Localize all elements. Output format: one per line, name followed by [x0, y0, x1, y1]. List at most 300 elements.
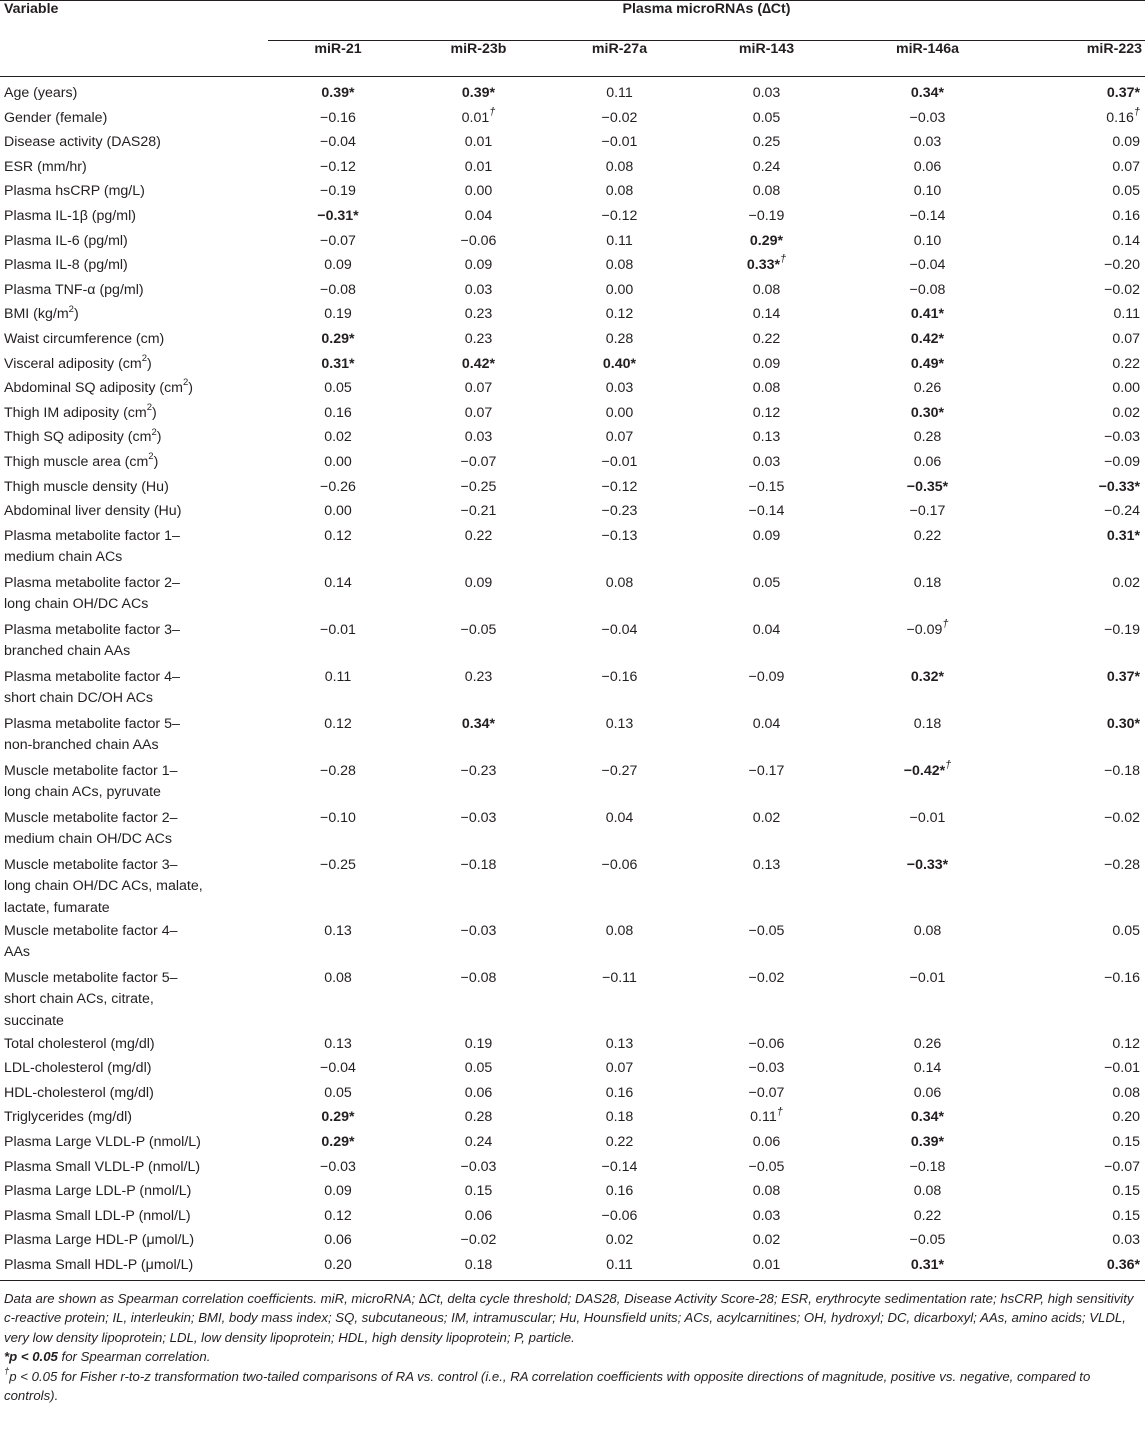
cell-value: 0.09 [1112, 134, 1140, 151]
cell-value: 0.09 [752, 355, 781, 372]
cell-value: 0.22 [752, 330, 781, 347]
row-label [0, 1058, 268, 1083]
cell-value: −0.09 [748, 668, 785, 685]
cell-value: −0.19 [748, 207, 785, 224]
cell-value: −0.07 [748, 1084, 785, 1101]
table-cell [843, 501, 1012, 526]
table-cell [843, 573, 1012, 620]
cell-value: −0.07 [460, 453, 497, 470]
table-cell [549, 403, 690, 428]
table-cell [690, 808, 843, 855]
table-cell [1012, 1230, 1145, 1255]
cell-value: 0.05 [324, 380, 352, 397]
table-cell [690, 1157, 843, 1182]
footnote-significance-text: for Spearman correlation. [57, 1349, 211, 1365]
cell-value: 0.01 [464, 158, 493, 175]
table-cell [549, 1157, 690, 1182]
cell-value: 0.08 [913, 1183, 942, 1200]
row-label [0, 1034, 268, 1059]
table-cell [549, 280, 690, 305]
table-cell [690, 403, 843, 428]
table-cell [549, 921, 690, 968]
table-cell [1012, 181, 1145, 206]
table-row [0, 304, 1145, 329]
cell-value: 0.12 [1112, 1035, 1140, 1052]
row-label-line: Plasma IL-1β (pg/ml) [4, 207, 136, 224]
table-cell [843, 329, 1012, 354]
cell-value: 0.06 [324, 1232, 352, 1249]
cell-value: −0.03 [1104, 429, 1140, 446]
table-cell [843, 1230, 1012, 1255]
cell-value: 0.07 [605, 429, 634, 446]
row-label-line: lactate, fumarate [4, 899, 110, 916]
cell-value: 0.18 [605, 1109, 634, 1126]
row-label [0, 714, 268, 761]
table-cell [1012, 1181, 1145, 1206]
table-cell [549, 501, 690, 526]
table-cell [1012, 808, 1145, 855]
significant-value: 0.37* [1106, 85, 1140, 101]
table-cell [268, 1157, 408, 1182]
cell-value: 0.28 [464, 1109, 493, 1126]
table-cell [408, 132, 549, 157]
table-cell [690, 620, 843, 667]
table-row [0, 378, 1145, 403]
table-cell [268, 526, 408, 573]
cell-value: 0.06 [913, 453, 942, 470]
row-label-line: Plasma metabolite factor 5– [4, 715, 180, 732]
significant-value: −0.33* [1098, 478, 1140, 495]
table-cell [268, 855, 408, 921]
row-label [0, 77, 268, 108]
table-cell [690, 329, 843, 354]
cell-value: −0.11 [602, 969, 637, 986]
cell-value: −0.03 [460, 922, 497, 939]
table-cell [549, 1083, 690, 1108]
row-label-line: branched chain AAs [4, 643, 131, 660]
cell-value: −0.05 [460, 621, 497, 638]
table-cell [843, 1034, 1012, 1059]
table-cell [1012, 427, 1145, 452]
table-cell [408, 1083, 549, 1108]
cell-value: −0.05 [909, 1232, 946, 1249]
cell-value: 0.05 [324, 1084, 352, 1101]
cell-value: −0.12 [320, 158, 356, 175]
table-cell [549, 354, 690, 379]
table-cell [549, 181, 690, 206]
table-cell [690, 77, 843, 108]
row-label-text: Thigh SQ adiposity (cm [4, 429, 152, 446]
cell-value: −0.25 [460, 478, 497, 495]
table-cell [1012, 255, 1145, 280]
row-label-line: HDL-cholesterol (mg/dl) [4, 1084, 154, 1101]
cell-value: −0.01 [1104, 1060, 1140, 1077]
cell-value: 0.01 [461, 109, 490, 126]
table-cell [690, 206, 843, 231]
column-header-mir-143: miR-143 [738, 41, 795, 57]
cell-value: 0.08 [752, 1183, 781, 1200]
table-cell [549, 132, 690, 157]
table-cell [690, 573, 843, 620]
row-label [0, 255, 268, 280]
table-cell [408, 105, 549, 133]
table-cell [1012, 1107, 1145, 1132]
table-cell [408, 1034, 549, 1059]
significant-value: 0.39* [910, 1134, 945, 1151]
column-headers [0, 41, 1145, 77]
table-cell [549, 108, 690, 133]
cell-value: 0.02 [752, 809, 781, 826]
significant-value: 0.30* [910, 404, 945, 421]
row-label-text: Visceral adiposity (cm [4, 355, 142, 372]
cell-value: 0.15 [1112, 1134, 1140, 1151]
table-row [0, 1206, 1145, 1231]
footnote-dagger-text: p < 0.05 for Fisher r-to-z transformation two-tailed comparisons of RA vs. control (i.e., RA correlation coefficients with opposite directions of magnitude, positive vs. negative, compared to controls). [4, 1368, 1091, 1404]
cell-value: −0.27 [601, 762, 638, 779]
cell-value: 0.28 [913, 429, 942, 446]
row-label-line: Plasma metabolite factor 1– [4, 527, 180, 544]
table-cell [549, 1107, 690, 1132]
cell-value: 0.02 [1112, 404, 1140, 421]
table-row [0, 1058, 1145, 1083]
significant-value: −0.35* [906, 478, 949, 495]
table-cell [549, 1132, 690, 1157]
column-header-mir-23b: miR-23b [450, 41, 507, 57]
row-label [0, 1206, 268, 1231]
table-cell [690, 354, 843, 379]
table-cell [408, 354, 549, 379]
row-label [0, 1230, 268, 1255]
cell-value: −0.06 [601, 1207, 638, 1224]
table-cell [268, 132, 408, 157]
table-cell [408, 1255, 549, 1280]
significant-value: 0.41* [910, 306, 945, 323]
table-cell [843, 921, 1012, 968]
cell-value: 0.26 [913, 1035, 942, 1052]
cell-value: 0.07 [464, 380, 493, 397]
cell-value: 0.08 [752, 380, 781, 397]
row-label-superscript: 2 [148, 451, 154, 463]
significant-value: 0.37* [1106, 668, 1140, 685]
cell-value: −0.01 [909, 969, 946, 986]
row-label-line: Plasma metabolite factor 2– [4, 574, 180, 591]
table-row [0, 1230, 1145, 1255]
table-cell [408, 667, 549, 714]
cell-value: −0.04 [320, 134, 356, 151]
table-cell [690, 280, 843, 305]
row-label-line: Disease activity (DAS28) [4, 134, 161, 151]
cell-value: 0.05 [464, 1060, 493, 1077]
cell-value: 0.24 [464, 1134, 493, 1151]
cell-value: −0.14 [601, 1158, 638, 1175]
table-cell [268, 231, 408, 256]
table-cell [549, 231, 690, 256]
row-label-line: Muscle metabolite factor 3– [4, 856, 178, 873]
table-row [0, 132, 1145, 157]
cell-value: 0.14 [324, 574, 352, 591]
significant-value: −0.31* [317, 207, 359, 224]
cell-value: −0.12 [601, 207, 638, 224]
table-cell [268, 620, 408, 667]
table-cell [1012, 354, 1145, 379]
table-cell [1012, 231, 1145, 256]
cell-value: 0.22 [605, 1134, 634, 1151]
table-cell [843, 280, 1012, 305]
cell-value: −0.04 [601, 621, 638, 638]
row-label-line: Plasma TNF-α (pg/ml) [4, 281, 144, 298]
table-cell [1012, 1034, 1145, 1059]
table-cell [268, 714, 408, 761]
cell-value: 0.02 [1112, 574, 1140, 591]
table-cell [408, 255, 549, 280]
table-cell [549, 427, 690, 452]
row-label [0, 501, 268, 526]
row-label-line: long chain OH/DC ACs [4, 596, 149, 613]
row-label-line: AAs [4, 944, 31, 961]
table-cell [843, 206, 1012, 231]
cell-value: 0.23 [464, 668, 493, 685]
table-cell [268, 255, 408, 280]
table-cell [549, 77, 690, 108]
row-label-line: Plasma Small HDL-P (μmol/L) [4, 1257, 194, 1274]
table-cell [1012, 77, 1145, 108]
table-cell [408, 1181, 549, 1206]
row-label-line: Abdominal liver density (Hu) [4, 503, 182, 520]
cell-value: 0.08 [605, 183, 634, 200]
table-cell [843, 1083, 1012, 1108]
table-cell [1012, 1132, 1145, 1157]
table-row [0, 1157, 1145, 1182]
cell-value: −0.06 [601, 856, 638, 873]
table-row [0, 526, 1145, 573]
cell-value: −0.01 [320, 621, 356, 638]
table-cell [1012, 452, 1145, 477]
table-cell [268, 573, 408, 620]
row-label-line: LDL-cholesterol (mg/dl) [4, 1060, 152, 1077]
table-row [0, 714, 1145, 761]
table-cell [843, 1206, 1012, 1231]
cell-value: 0.05 [752, 109, 781, 126]
table-cell [268, 427, 408, 452]
cell-value: −0.19 [320, 183, 356, 200]
table-cell [268, 1132, 408, 1157]
cell-value: −0.02 [460, 1232, 497, 1249]
cell-value: 0.02 [324, 429, 352, 446]
table-cell [1012, 526, 1145, 573]
footnote-dagger-marker: † [4, 1366, 10, 1378]
table-cell [690, 157, 843, 182]
cell-value: 0.00 [324, 503, 352, 520]
cell-value: −0.16 [320, 109, 356, 126]
row-label-text: Thigh muscle area (cm [4, 453, 149, 470]
significant-value: 0.34* [910, 1109, 945, 1126]
cell-value: 0.00 [464, 183, 493, 200]
row-label-text: BMI (kg/m [4, 306, 69, 323]
cell-value: 0.11 [750, 1109, 777, 1126]
cell-value: 0.16 [605, 1183, 634, 1200]
row-label-line: Gender (female) [4, 109, 108, 126]
column-header-mir-223: miR-223 [1086, 41, 1142, 57]
table-row [0, 181, 1145, 206]
cell-value: 0.12 [324, 1207, 352, 1224]
cell-value: −0.03 [320, 1158, 356, 1175]
cell-value: 0.18 [464, 1257, 493, 1274]
table-row [0, 255, 1145, 280]
column-header-mir-27a: miR-27a [591, 41, 648, 57]
table-row [0, 501, 1145, 526]
table-cell [1012, 105, 1145, 133]
row-label-line: Age (years) [4, 85, 78, 101]
cell-value: −0.06 [748, 1035, 785, 1052]
row-label-line: Total cholesterol (mg/dl) [4, 1035, 155, 1052]
table-cell [1012, 378, 1145, 403]
row-label-line: long chain OH/DC ACs, malate, [4, 878, 203, 895]
cell-value: 0.11 [324, 668, 352, 685]
table-cell [1012, 501, 1145, 526]
row-label-superscript: 2 [68, 303, 74, 315]
table-cell [690, 968, 843, 1034]
row-label [0, 157, 268, 182]
table-cell [268, 477, 408, 502]
table-cell [549, 968, 690, 1034]
table-row [0, 231, 1145, 256]
significant-value: −0.33* [906, 856, 949, 873]
cell-value: 0.23 [464, 306, 493, 323]
row-label-line: long chain ACs, pyruvate [4, 784, 161, 801]
table-cell [1012, 921, 1145, 968]
cell-value: 0.25 [752, 134, 781, 151]
table-cell [549, 378, 690, 403]
row-label-line: Muscle metabolite factor 4– [4, 922, 178, 939]
table-cell [843, 1058, 1012, 1083]
cell-value: 0.14 [913, 1060, 942, 1077]
table-cell [843, 617, 1012, 667]
table-cell [843, 855, 1012, 921]
table-cell [1012, 304, 1145, 329]
table-cell [690, 1107, 843, 1132]
row-label [0, 1107, 268, 1132]
table-cell [549, 304, 690, 329]
cell-value: −0.23 [460, 762, 497, 779]
cell-value: −0.01 [909, 809, 946, 826]
cell-value: −0.14 [909, 207, 946, 224]
cell-value: 0.03 [464, 281, 493, 298]
table-cell [268, 1181, 408, 1206]
table-cell [549, 206, 690, 231]
significant-value: 0.42* [461, 355, 496, 372]
table-cell [843, 181, 1012, 206]
row-label [0, 761, 268, 808]
cell-value: −0.16 [601, 668, 638, 685]
cell-value: 0.03 [913, 134, 942, 151]
cell-value: 0.22 [913, 1207, 942, 1224]
row-label-line: Waist circumference (cm) [4, 330, 165, 347]
table-cell [549, 157, 690, 182]
row-label [0, 620, 268, 667]
row-label-line: succinate [4, 1012, 64, 1029]
row-label-superscript: 2 [151, 426, 157, 438]
table-cell [408, 1206, 549, 1231]
column-header-mir-146a: miR-146a [895, 41, 960, 57]
table-cell [268, 329, 408, 354]
cell-value: 0.09 [324, 1183, 352, 1200]
cell-value: 0.03 [752, 85, 781, 101]
table-cell [549, 526, 690, 573]
table-cell [268, 452, 408, 477]
table-cell [690, 1058, 843, 1083]
cell-value: 0.07 [605, 1060, 634, 1077]
significant-value: 0.31* [1106, 527, 1140, 544]
row-label [0, 452, 268, 477]
cell-value: 0.23 [464, 330, 493, 347]
cell-value: 0.09 [464, 574, 493, 591]
row-label-line: Muscle metabolite factor 1– [4, 762, 178, 779]
cell-value: −0.07 [320, 232, 356, 249]
table-cell [843, 157, 1012, 182]
table-cell [268, 280, 408, 305]
significant-value: 0.32* [910, 668, 945, 685]
row-label [0, 667, 268, 714]
table-cell [408, 304, 549, 329]
table-cell [1012, 573, 1145, 620]
table-cell [268, 378, 408, 403]
table-cell [843, 968, 1012, 1034]
table-cell [549, 855, 690, 921]
cell-value: −0.07 [1104, 1158, 1140, 1175]
significant-value: 0.31* [910, 1257, 945, 1274]
table-cell [843, 354, 1012, 379]
significant-value: 0.49* [910, 355, 945, 372]
cell-value: 0.13 [324, 1035, 352, 1052]
cell-value: 0.15 [464, 1183, 493, 1200]
table-cell [268, 1034, 408, 1059]
row-label [0, 354, 268, 379]
cell-value: −0.23 [601, 503, 638, 520]
cell-value: 0.03 [752, 453, 781, 470]
cell-value: 0.09 [464, 257, 493, 274]
table-row [0, 452, 1145, 477]
row-label-line: Muscle metabolite factor 5– [4, 969, 178, 986]
table-cell [1012, 477, 1145, 502]
table-cell [843, 304, 1012, 329]
cell-value: −0.02 [1104, 809, 1140, 826]
table-cell [843, 108, 1012, 133]
row-label [0, 181, 268, 206]
row-label-superscript: 2 [146, 401, 153, 413]
table-cell [549, 1034, 690, 1059]
table-cell [268, 761, 408, 808]
table-row [0, 403, 1145, 428]
cell-value: 0.08 [913, 922, 942, 939]
table-cell [549, 255, 690, 280]
table-cell [408, 427, 549, 452]
cell-value: 0.19 [464, 1035, 493, 1052]
table-cell [268, 1083, 408, 1108]
cell-value: −0.21 [460, 503, 497, 520]
row-label [0, 108, 268, 133]
table-cell [690, 667, 843, 714]
table-cell [1012, 329, 1145, 354]
plasma-micrornas-header: Plasma microRNAs (∆Ct) [622, 1, 791, 17]
row-label-line: Triglycerides (mg/dl) [4, 1109, 132, 1126]
cell-value: −0.08 [320, 281, 356, 298]
table-cell [1012, 714, 1145, 761]
cell-value: 0.14 [1112, 232, 1140, 249]
table-row [0, 108, 1145, 133]
table-cell [1012, 761, 1145, 808]
table-cell [690, 427, 843, 452]
table-cell [843, 255, 1012, 280]
